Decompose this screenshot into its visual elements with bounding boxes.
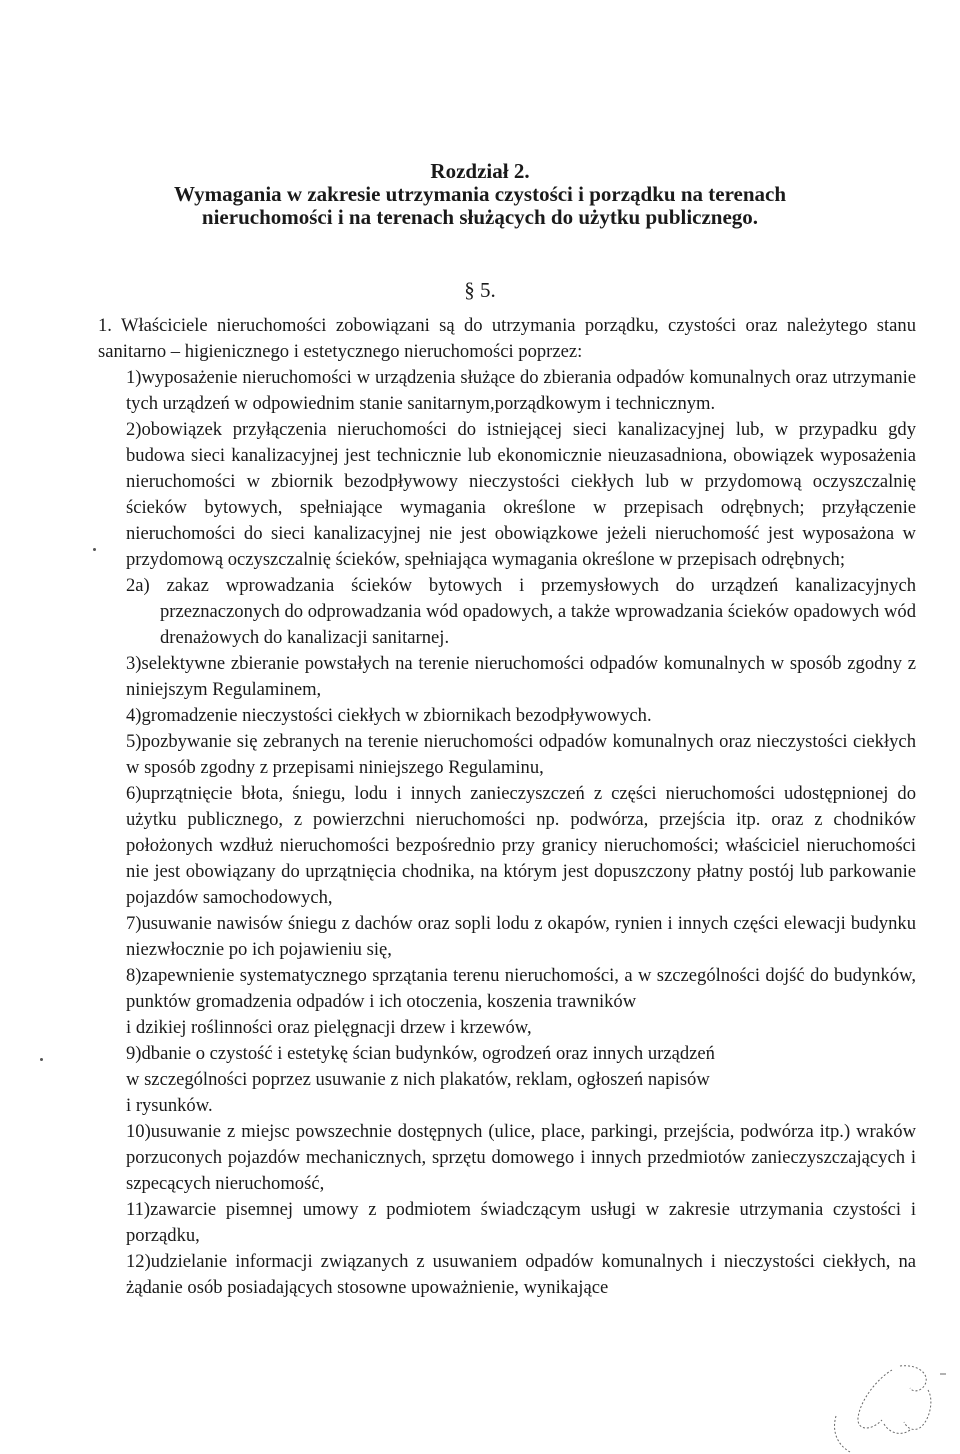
item-6: 6)uprzątnięcie błota, śniegu, lodu i innych zanieczyszczeń z części nieruchomości udostępnionej do użytku publicznego, z powierzchni nieruchomości np. podwórza, przejścia itp. oraz z chodników położonych wzdłuż nieruchomości bezpośrednio przy granicy nieruchomości; właściciel nieruchomości nie jest obowiązany do uprzątnięcia chodnika, na którym jest dopuszczony płatny postój lub parkowanie pojazdów samochodowych, — [126, 783, 916, 908]
item-2: 2)obowiązek przyłączenia nieruchomości do istniejącej sieci kanalizacyjnej lub, w przypadku gdy budowa sieci kanalizacyjnej jest technicznie lub ekonomicznie nieuzasadniona, obowiązek wyposażenia nieruchomości w zbiornik bezodpływowy nieczystości ciekłych lub w przydomową oczyszczalnię ścieków bytowych, spełniające wymagania określone w przepisach odrębnych; przyłączenie nieruchomości do sieci kanalizacyjnej nie jest obowiązkowe jeżeli nieruchomość jest wyposażona w przydomową oczyszczalnię ścieków, spełniająca wymagania określone w przepisach odrębnych; — [126, 419, 916, 570]
item-1: 1)wyposażenie nieruchomości w urządzenia służące do zbierania odpadów komunalnych oraz utrzymanie tych urządzeń w odpowiednim stanie sanitarnym,porządkowym i technicznym. — [126, 367, 916, 414]
chapter-heading: Rozdział 2. — [430, 159, 530, 183]
section-mark: § 5. — [464, 278, 496, 302]
item-12: 12)udzielanie informacji związanych z usuwaniem odpadów komunalnych i nieczystości ciekłych, na żądanie osób posiadających stosowne upoważnienie, wynikające — [126, 1251, 916, 1298]
scan-speck — [40, 1058, 43, 1061]
item-2a: 2a) zakaz wprowadzania ścieków bytowych i przemysłowych do urządzeń kanalizacyjnych przeznaczonych do odprowadzania wód opadowych, a także wprowadzania ścieków opadowych wód drenażowych do kanalizacji sanitarnej. — [126, 575, 916, 648]
item-10: 10)usuwanie z miejsc powszechnie dostępnych (ulice, place, parkingi, przejścia, podwórza itp.) wraków porzuconych pojazdów mechanicznych, sprzętu domowego i innych przedmiotów zanieczyszczających i szpecących nieruchomość, — [126, 1121, 916, 1194]
chapter-title-line-1: Wymagania w zakresie utrzymania czystości i porządku na terenach — [173, 182, 787, 206]
item-9-line-c: i rysunków. — [126, 1095, 213, 1116]
item-9-line-b: w szczególności poprzez usuwanie z nich plakatów, reklam, ogłoszeń napisów — [126, 1069, 710, 1090]
item-8-line-b: i dzikiej roślinności oraz pielęgnacji drzew i krzewów, — [126, 1017, 532, 1038]
item-8-line-a: 8)zapewnienie systematycznego sprzątania terenu nieruchomości, a w szczególności dojść do budynków, punktów gromadzenia odpadów i ich otoczenia, koszenia trawników — [126, 965, 916, 1012]
item-4: 4)gromadzenie nieczystości ciekłych w zbiornikach bezodpływowych. — [126, 705, 652, 726]
chapter-title-line-2: nieruchomości i na terenach służących do użytku publicznego. — [201, 205, 759, 229]
scan-speck — [93, 548, 96, 551]
regulation-body — [98, 313, 916, 1301]
item-9-line-a: 9)dbanie o czystość i estetykę ścian budynków, ogrodzeń oraz innych urządzeń — [126, 1043, 715, 1064]
paragraph-1-intro: 1. Właściciele nieruchomości zobowiązani są do utrzymania porządku, czystości oraz należytego stanu sanitarno – higienicznego i estetycznego nieruchomości poprzez: — [98, 315, 916, 362]
item-11: 11)zawarcie pisemnej umowy z podmiotem świadczącym usługi w zakresie utrzymania czystości i porządku, — [126, 1199, 916, 1246]
item-7: 7)usuwanie nawisów śniegu z dachów oraz sopli lodu z okapów, rynien i innych części elewacji budynku niezwłocznie po ich pojawieniu się, — [126, 913, 916, 960]
item-5: 5)pozbywanie się zebranych na terenie nieruchomości odpadów komunalnych oraz nieczystości ciekłych w sposób zgodny z przepisami niniejszego Regulaminu, — [126, 731, 916, 778]
handwritten-initials-signature — [830, 1360, 960, 1454]
item-3: 3)selektywne zbieranie powstałych na terenie nieruchomości odpadów komunalnych w sposób zgodny z niniejszym Regulaminem, — [126, 653, 916, 700]
